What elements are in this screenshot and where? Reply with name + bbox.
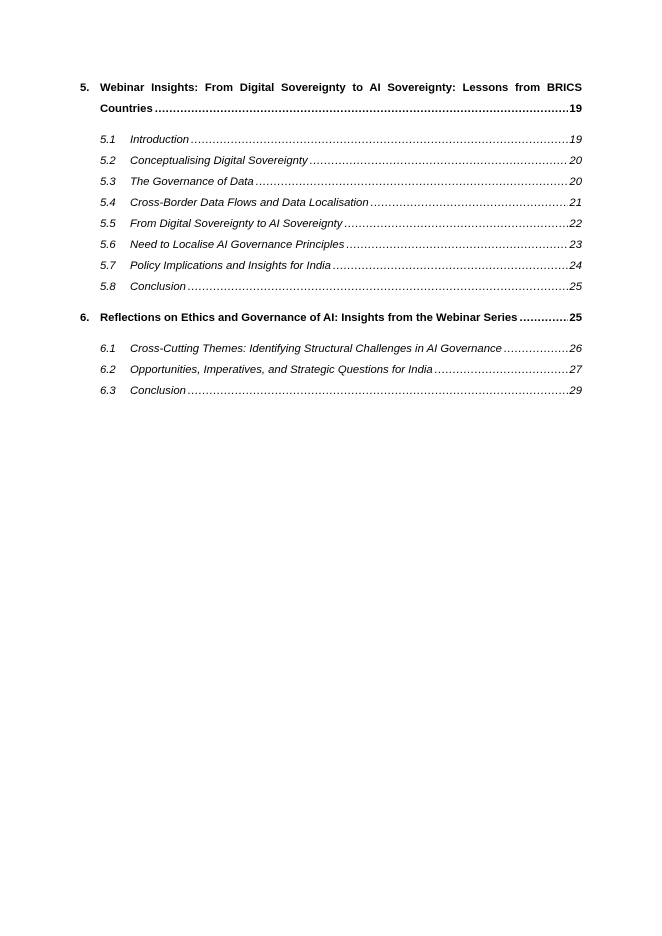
chapter-title-line-2: Countries [100, 103, 153, 115]
section-title: Cross-Cutting Themes: Identifying Structural Challenges in AI Governance [130, 343, 502, 355]
section-page-number: 27 [569, 364, 582, 376]
section-title: The Governance of Data [130, 176, 254, 188]
toc-section-6-3[interactable] [100, 381, 582, 402]
section-number: 6.3 [100, 385, 116, 397]
section-page-number: 26 [569, 343, 582, 355]
toc-section-5-7[interactable] [100, 256, 582, 277]
section-title: Need to Localise AI Governance Principles [130, 239, 345, 251]
section-number: 5.8 [100, 281, 116, 293]
section-page-number: 22 [569, 218, 582, 230]
toc-sections-5 [80, 130, 582, 298]
section-title: Conclusion [130, 385, 186, 397]
dot-leader [435, 360, 569, 381]
dot-leader [155, 99, 569, 120]
chapter-title: Reflections on Ethics and Governance of AI: Insights from the Webinar Series [100, 312, 518, 324]
toc-section-6-1[interactable] [100, 339, 582, 360]
chapter-page-number: 25 [569, 312, 582, 324]
chapter-title-line-1: Webinar Insights: From Digital Sovereignty to AI Sovereignty: Lessons from BRICS [100, 82, 582, 94]
toc-section-6-2[interactable] [100, 360, 582, 381]
chapter-number: 5. [80, 82, 90, 94]
dot-leader [504, 339, 568, 360]
toc-section-5-4[interactable] [100, 193, 582, 214]
chapter-number: 6. [80, 312, 90, 324]
section-number: 6.2 [100, 364, 116, 376]
section-page-number: 20 [569, 155, 582, 167]
section-title: Opportunities, Imperatives, and Strategic Questions for India [130, 364, 433, 376]
toc-section-5-8[interactable] [100, 277, 582, 298]
chapter-page-number: 19 [569, 103, 582, 115]
section-page-number: 29 [569, 385, 582, 397]
dot-leader [188, 381, 569, 402]
section-page-number: 19 [569, 134, 582, 146]
section-number: 5.1 [100, 134, 116, 146]
section-title: Introduction [130, 134, 190, 146]
section-page-number: 21 [569, 197, 582, 209]
dot-leader [519, 308, 568, 329]
table-of-contents [80, 78, 582, 412]
toc-chapter-5[interactable] [80, 78, 582, 120]
section-title: From Digital Sovereignty to AI Sovereignty [130, 218, 343, 230]
toc-section-5-5[interactable] [100, 214, 582, 235]
section-title: Conclusion [130, 281, 186, 293]
dot-leader [344, 214, 568, 235]
section-number: 5.6 [100, 239, 116, 251]
dot-leader [346, 235, 568, 256]
section-number: 5.5 [100, 218, 116, 230]
dot-leader [371, 193, 569, 214]
toc-section-5-2[interactable] [100, 151, 582, 172]
dot-leader [256, 172, 569, 193]
section-number: 6.1 [100, 343, 116, 355]
toc-section-5-1[interactable] [100, 130, 582, 151]
section-page-number: 20 [569, 176, 582, 188]
dot-leader [188, 277, 569, 298]
section-number: 5.4 [100, 197, 116, 209]
section-number: 5.2 [100, 155, 116, 167]
dot-leader [191, 130, 568, 151]
dot-leader [333, 256, 568, 277]
toc-section-5-3[interactable] [100, 172, 582, 193]
section-page-number: 23 [569, 239, 582, 251]
toc-sections-6 [80, 339, 582, 402]
dot-leader [310, 151, 569, 172]
section-page-number: 25 [569, 281, 582, 293]
section-title: Cross-Border Data Flows and Data Localisation [130, 197, 369, 209]
toc-chapter-6[interactable] [80, 308, 582, 329]
section-title: Conceptualising Digital Sovereignty [130, 155, 308, 167]
section-number: 5.7 [100, 260, 116, 272]
section-number: 5.3 [100, 176, 116, 188]
toc-section-5-6[interactable] [100, 235, 582, 256]
section-title: Policy Implications and Insights for India [130, 260, 331, 272]
section-page-number: 24 [569, 260, 582, 272]
